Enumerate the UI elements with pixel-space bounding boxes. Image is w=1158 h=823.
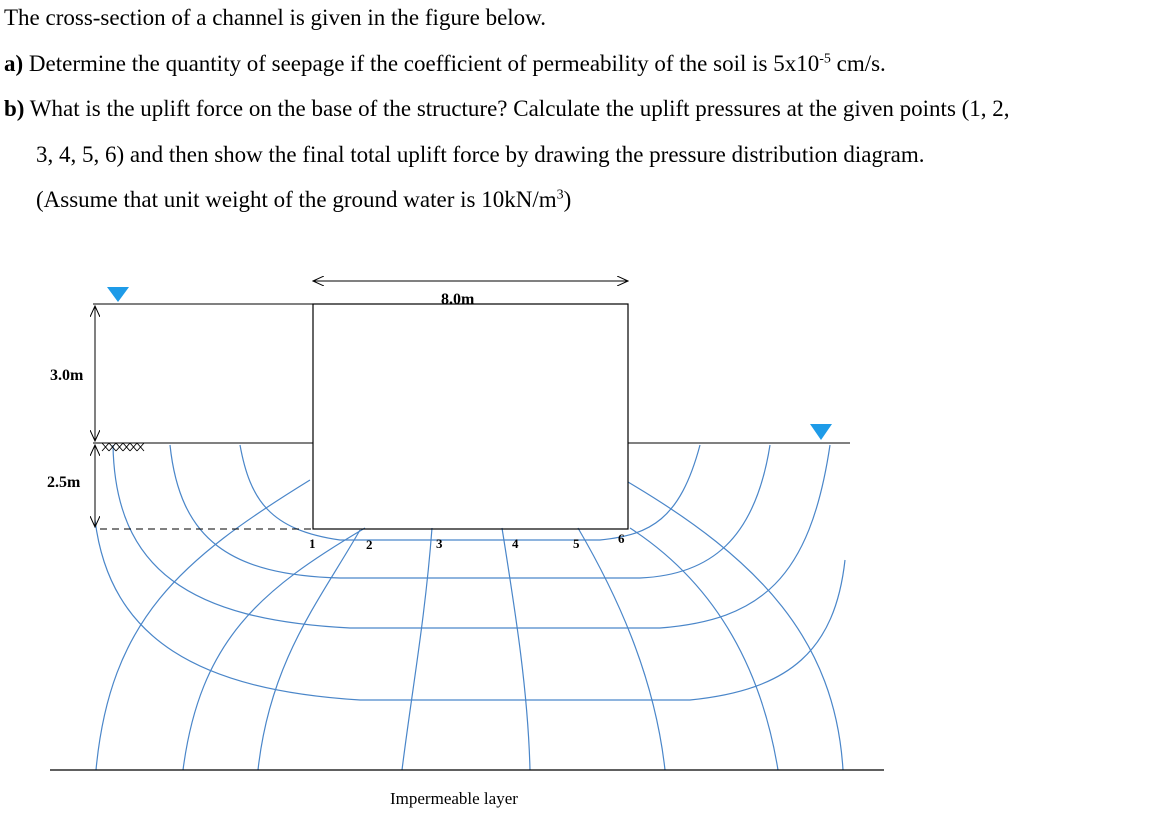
question-a-unit: cm/s.	[830, 51, 886, 76]
dam-structure	[313, 304, 628, 529]
equipotential-5	[502, 528, 530, 770]
equipotential-3	[258, 530, 360, 770]
question-a-text: Determine the quantity of seepage if the coefficient of permeability of the soil is 5x10	[28, 51, 820, 76]
point-label-5: 5	[573, 536, 580, 551]
point-label-6: 6	[618, 531, 625, 546]
structure-outline	[93, 304, 850, 529]
intro-sentence: The cross-section of a channel is given in the figure below.	[4, 5, 547, 30]
equipotential-6	[578, 528, 665, 770]
downstream-water-marker	[810, 424, 832, 440]
question-b-text-3-end: )	[563, 187, 572, 212]
question-b-text-3: (Assume that unit weight of the ground water is 10kN/m	[36, 187, 557, 212]
equipotential-4	[402, 528, 432, 770]
flow-line-4	[95, 520, 845, 700]
question-a-exponent: -5	[819, 51, 831, 67]
embed-depth-label: 2.5m	[47, 474, 81, 491]
question-b-text-2: 3, 4, 5, 6) and then show the final total uplift force by drawing the pressure distribution diagram.	[36, 142, 925, 167]
point-label-2: 2	[366, 537, 373, 552]
point-label-4: 4	[512, 536, 519, 551]
question-b-label: b)	[4, 96, 25, 121]
impermeable-layer-label: Impermeable layer	[390, 789, 518, 808]
upstream-water-marker	[107, 287, 129, 302]
question-b-text-1: What is the uplift force on the base of the structure? Calculate the uplift pressures at the given points (1, 2,	[29, 96, 1010, 121]
ground-hatch	[102, 443, 144, 451]
equipotential-2	[183, 528, 365, 770]
width-label: 8.0m	[441, 291, 475, 308]
upstream-head-label: 3.0m	[50, 367, 84, 384]
equipotential-7	[630, 528, 778, 770]
point-label-1: 1	[309, 536, 316, 551]
point-label-3: 3	[436, 536, 443, 551]
question-a-label: a)	[4, 51, 24, 76]
question-b-exponent: 3	[556, 187, 564, 203]
